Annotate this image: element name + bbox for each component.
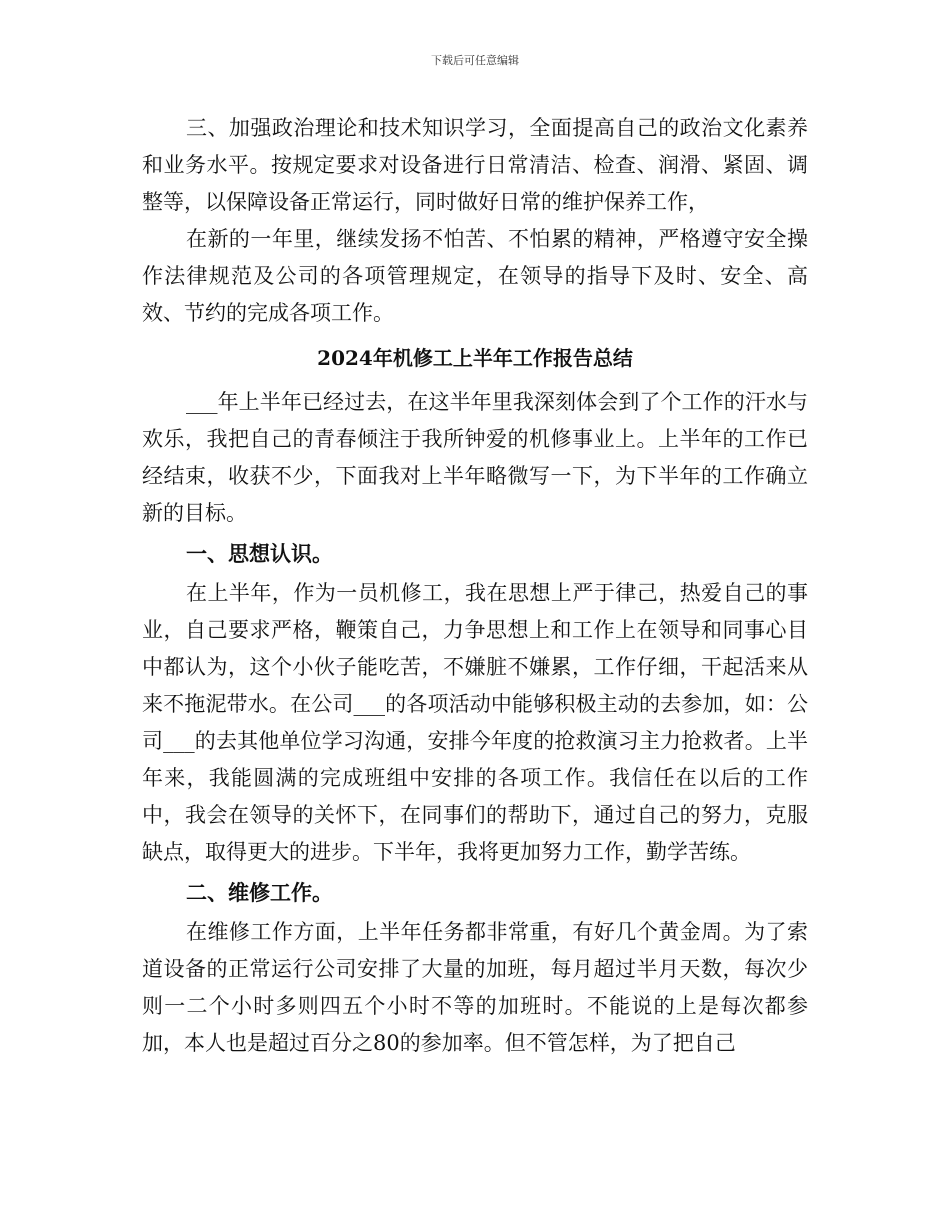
report-title: 2024年机修工上半年工作报告总结 — [317, 346, 633, 370]
paragraph-political-study: 三、加强政治理论和技术知识学习，全面提高自己的政治文化素养和业务水平。按规定要求对设备进行日常清洁、检查、润滑、紧固、调整等，以保障设备正常运行，同时做好日常的维护保养工作， — [142, 116, 808, 214]
paragraph-maintenance: 在维修工作方面，上半年任务都非常重，有好几个黄金周。为了索道设备的正常运行公司安排了大量的加班，每月超过半月天数，每次少则一二个小时多则四五个小时不等的加班时。不能说的上是每次都参加，本人也是超过百分之80的参加率。但不管怎样，为了把自己 — [142, 920, 808, 1055]
paragraph-intro: ___年上半年已经过去，在这半年里我深刻体会到了个工作的汗水与欢乐，我把自己的青春倾注于我所钟爱的机修事业上。上半年的工作已经结束，收获不少，下面我对上半年略微写一下，为下半年的工作确立新的目标。 — [142, 390, 808, 525]
paragraph-ideology: 在上半年，作为一员机修工，我在思想上严于律己，热爱自己的事业，自己要求严格，鞭策自己，力争思想上和工作上在领导和同事心目中都认为，这个小伙子能吃苦，不嫌脏不嫌累，工作仔细，干起活来从来不拖泥带水。在公司___的各项活动中能够积极主动的去参加，如：公司___的去其他单位学习沟通，安排今年度的抢救演习主力抢救者。上半年来，我能圆满的完成班组中安排的各项工作。我信任在以后的工作中，我会在领导的关怀下，在同事们的帮助下，通过自己的努力，克服缺点，取得更大的进步。下半年，我将更加努力工作，勤学苦练。 — [142, 581, 808, 864]
document-body — [142, 110, 808, 1062]
section-heading-ideology: 一、思想认识。 — [186, 541, 333, 566]
paragraph-new-year: 在新的一年里，继续发扬不怕苦、不怕累的精神，严格遵守安全操作法律规范及公司的各项管理规定，在领导的指导下及时、安全、高效、节约的完成各项工作。 — [142, 227, 808, 325]
page-header-note: 下载后可任意编辑 — [431, 54, 519, 67]
section-heading-maintenance: 二、维修工作。 — [186, 880, 333, 905]
